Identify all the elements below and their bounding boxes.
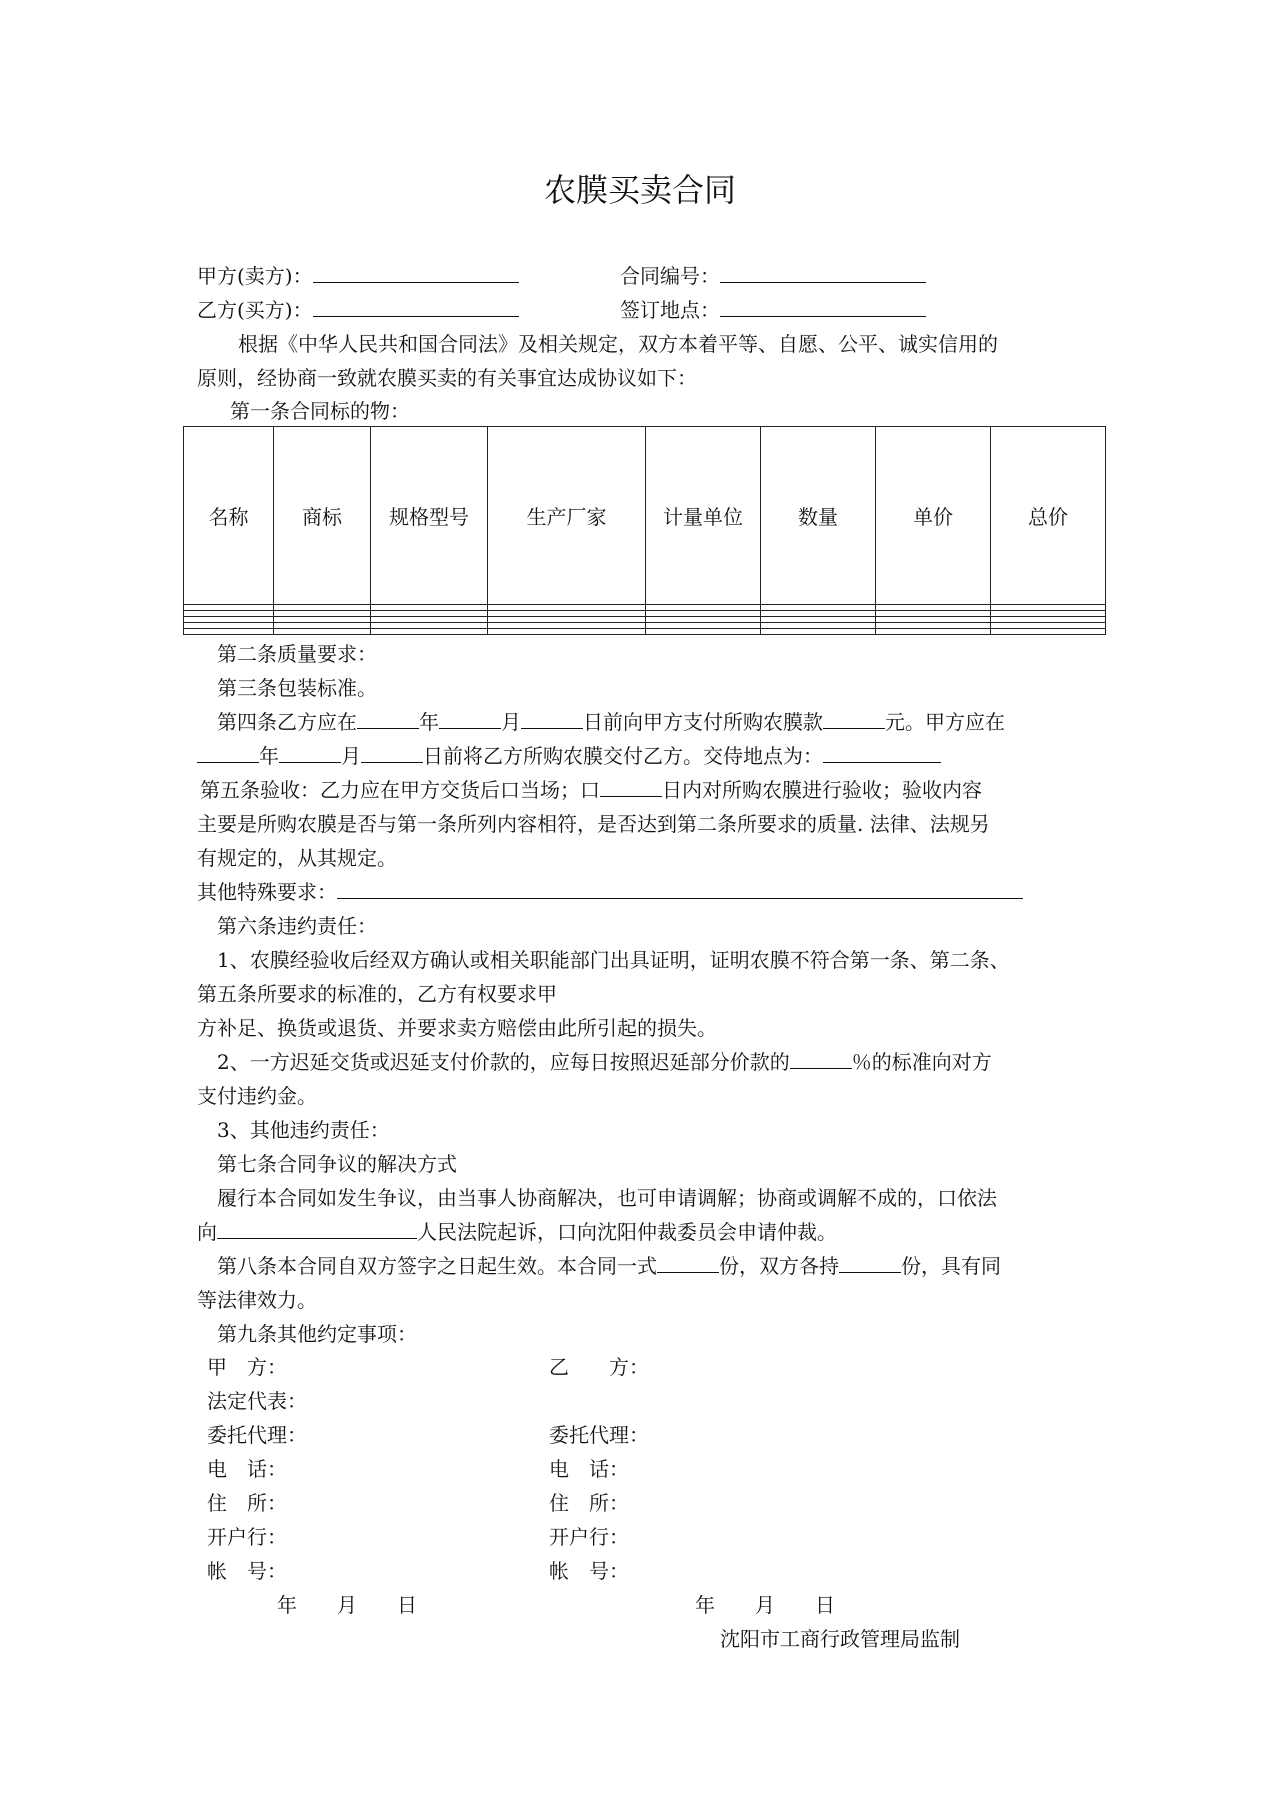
table-cell[interactable] <box>761 629 876 635</box>
party-a-label: 甲方(卖方)： <box>197 264 313 288</box>
inspection-days-blank[interactable] <box>600 778 662 797</box>
table-header-row <box>184 427 1106 605</box>
other-requirements-label: 其他特殊要求： <box>197 880 337 904</box>
contract-title: 农膜买卖合同 <box>543 171 736 209</box>
article-6-item-2 <box>217 1048 992 1076</box>
day-text: 日前向甲方支付所购农膜款 <box>583 710 823 734</box>
pay-day-blank[interactable] <box>521 710 583 729</box>
sig-date-a: 年 月 日 <box>277 1593 417 1617</box>
article-6-item-3: 3、其他违约责任： <box>217 1118 390 1142</box>
table-cell[interactable] <box>274 629 371 635</box>
article-4-line-1 <box>217 708 1005 736</box>
sign-place-label: 签订地点： <box>620 298 720 322</box>
party-a-field <box>197 262 519 290</box>
col-spec: 规格型号 <box>371 427 488 605</box>
sig-phone-a: 电 话： <box>207 1457 287 1481</box>
contract-no-label: 合同编号： <box>620 264 720 288</box>
sig-agent-a: 委托代理： <box>207 1423 307 1447</box>
sig-legal-rep: 法定代表： <box>207 1389 307 1413</box>
col-total-price: 总价 <box>991 427 1106 605</box>
col-manufacturer: 生产厂家 <box>488 427 646 605</box>
court-blank[interactable] <box>217 1220 417 1239</box>
article-4-line-2 <box>197 742 941 770</box>
pay-year-blank[interactable] <box>357 710 419 729</box>
sig-party-a: 甲 方： <box>207 1355 287 1379</box>
delivery-day-blank[interactable] <box>361 744 423 763</box>
penalty-percent-blank[interactable] <box>790 1050 852 1069</box>
col-unit-price: 单价 <box>876 427 991 605</box>
article-1-label: 第一条合同标的物： <box>230 399 410 423</box>
goods-table <box>183 426 1106 635</box>
month-label: 月 <box>501 710 521 734</box>
article-6-label: 第六条违约责任： <box>217 914 377 938</box>
sig-bank-a: 开户行： <box>207 1525 287 1549</box>
table-cell[interactable] <box>371 629 488 635</box>
party-b-field <box>197 296 519 324</box>
article-8-text-2: 份，双方各持 <box>719 1254 839 1278</box>
article-5-text: 第五条验收：乙力应在甲方交货后口当场；口 <box>200 778 600 802</box>
article-5-text-2: 日内对所购农膜进行验收；验收内容 <box>662 778 982 802</box>
sig-agent-b: 委托代理： <box>549 1423 649 1447</box>
sig-account-a: 帐 号： <box>207 1559 287 1583</box>
sig-address-b: 住 所： <box>549 1491 629 1515</box>
article-8-line-1 <box>217 1252 1001 1280</box>
delivery-place-blank[interactable] <box>823 744 941 763</box>
table-cell[interactable] <box>646 629 761 635</box>
yuan-text: 元。甲方应在 <box>885 710 1005 734</box>
month-label: 月 <box>341 744 361 768</box>
article-7-line-2 <box>197 1218 837 1246</box>
article-5-line-3: 有规定的，从其规定。 <box>197 846 397 870</box>
col-quantity: 数量 <box>761 427 876 605</box>
table-cell[interactable] <box>184 629 274 635</box>
sig-party-b: 乙 方： <box>549 1355 649 1379</box>
article-6-item-2-text: 2、一方迟延交货或迟延支付价款的，应每日按照迟延部分价款的 <box>217 1050 790 1074</box>
col-name: 名称 <box>184 427 274 605</box>
copies-each-blank[interactable] <box>839 1254 901 1273</box>
year-label: 年 <box>259 744 279 768</box>
article-7-label: 第七条合同争议的解决方式 <box>217 1152 457 1176</box>
party-b-blank[interactable] <box>313 298 519 317</box>
sig-address-a: 住 所： <box>207 1491 287 1515</box>
other-requirements-blank[interactable] <box>337 880 1023 899</box>
other-requirements <box>197 878 1023 906</box>
article-8-text: 第八条本合同自双方签字之日起生效。本合同一式 <box>217 1254 657 1278</box>
article-6-item-1-line-1: 1、农膜经验收后经双方确认或相关职能部门出具证明，证明农膜不符合第一条、第二条、 <box>217 948 1010 972</box>
table-cell[interactable] <box>488 629 646 635</box>
sig-phone-b: 电 话： <box>549 1457 629 1481</box>
copies-total-blank[interactable] <box>657 1254 719 1273</box>
article-7-to: 向 <box>197 1220 217 1244</box>
sig-bank-b: 开户行： <box>549 1525 629 1549</box>
delivery-year-blank[interactable] <box>197 744 259 763</box>
table-cell[interactable] <box>991 629 1106 635</box>
delivery-month-blank[interactable] <box>279 744 341 763</box>
article-8-line-2: 等法律效力。 <box>197 1288 317 1312</box>
party-b-label: 乙方(买方)： <box>197 298 313 322</box>
table-row <box>184 629 1106 635</box>
table-cell[interactable] <box>876 629 991 635</box>
supervisor-note: 沈阳市工商行政管理局监制 <box>720 1627 960 1651</box>
col-unit: 计量单位 <box>646 427 761 605</box>
article-6-item-1-line-3: 方补足、换货或退货、并要求卖方赔偿由此所引起的损失。 <box>197 1016 717 1040</box>
pay-month-blank[interactable] <box>439 710 501 729</box>
preamble-line-2: 原则，经协商一致就农膜买卖的有关事宜达成协议如下： <box>197 366 697 390</box>
article-2: 第二条质量要求： <box>217 642 377 666</box>
sig-account-b: 帐 号： <box>549 1559 629 1583</box>
article-5-line-1 <box>200 776 982 804</box>
article-7-text: 人民法院起诉，口向沈阳仲裁委员会申请仲裁。 <box>417 1220 837 1244</box>
article-6-item-1-line-2: 第五条所要求的标准的，乙方有权要求甲 <box>197 982 557 1006</box>
article-8-text-3: 份，具有同 <box>901 1254 1001 1278</box>
contract-no-field <box>620 262 926 290</box>
year-label: 年 <box>419 710 439 734</box>
col-brand: 商标 <box>274 427 371 605</box>
article-3: 第三条包装标准。 <box>217 676 377 700</box>
article-5-line-2: 主要是所购农膜是否与第一条所列内容相符，是否达到第二条所要求的质量. 法律、法规另 <box>197 812 990 836</box>
article-6-item-2-line-2: 支付违约金。 <box>197 1084 317 1108</box>
preamble-line-1: 根据《中华人民共和国合同法》及相关规定，双方本着平等、自愿、公平、诚实信用的 <box>238 332 998 356</box>
party-a-blank[interactable] <box>313 264 519 283</box>
contract-no-blank[interactable] <box>720 264 926 283</box>
sign-place-field <box>620 296 926 324</box>
article-4-text: 第四条乙方应在 <box>217 710 357 734</box>
article-6-item-2-text-2: ％的标准向对方 <box>851 1050 992 1074</box>
sig-date-b: 年 月 日 <box>695 1593 835 1617</box>
sign-place-blank[interactable] <box>720 298 926 317</box>
article-9: 第九条其他约定事项： <box>217 1322 417 1346</box>
delivery-text: 日前将乙方所购农膜交付乙方。交侍地点为： <box>423 744 823 768</box>
article-7-line-1: 履行本合同如发生争议，由当事人协商解决，也可申请调解；协商或调解不成的，口依法 <box>217 1186 997 1210</box>
payment-amount-blank[interactable] <box>823 710 885 729</box>
